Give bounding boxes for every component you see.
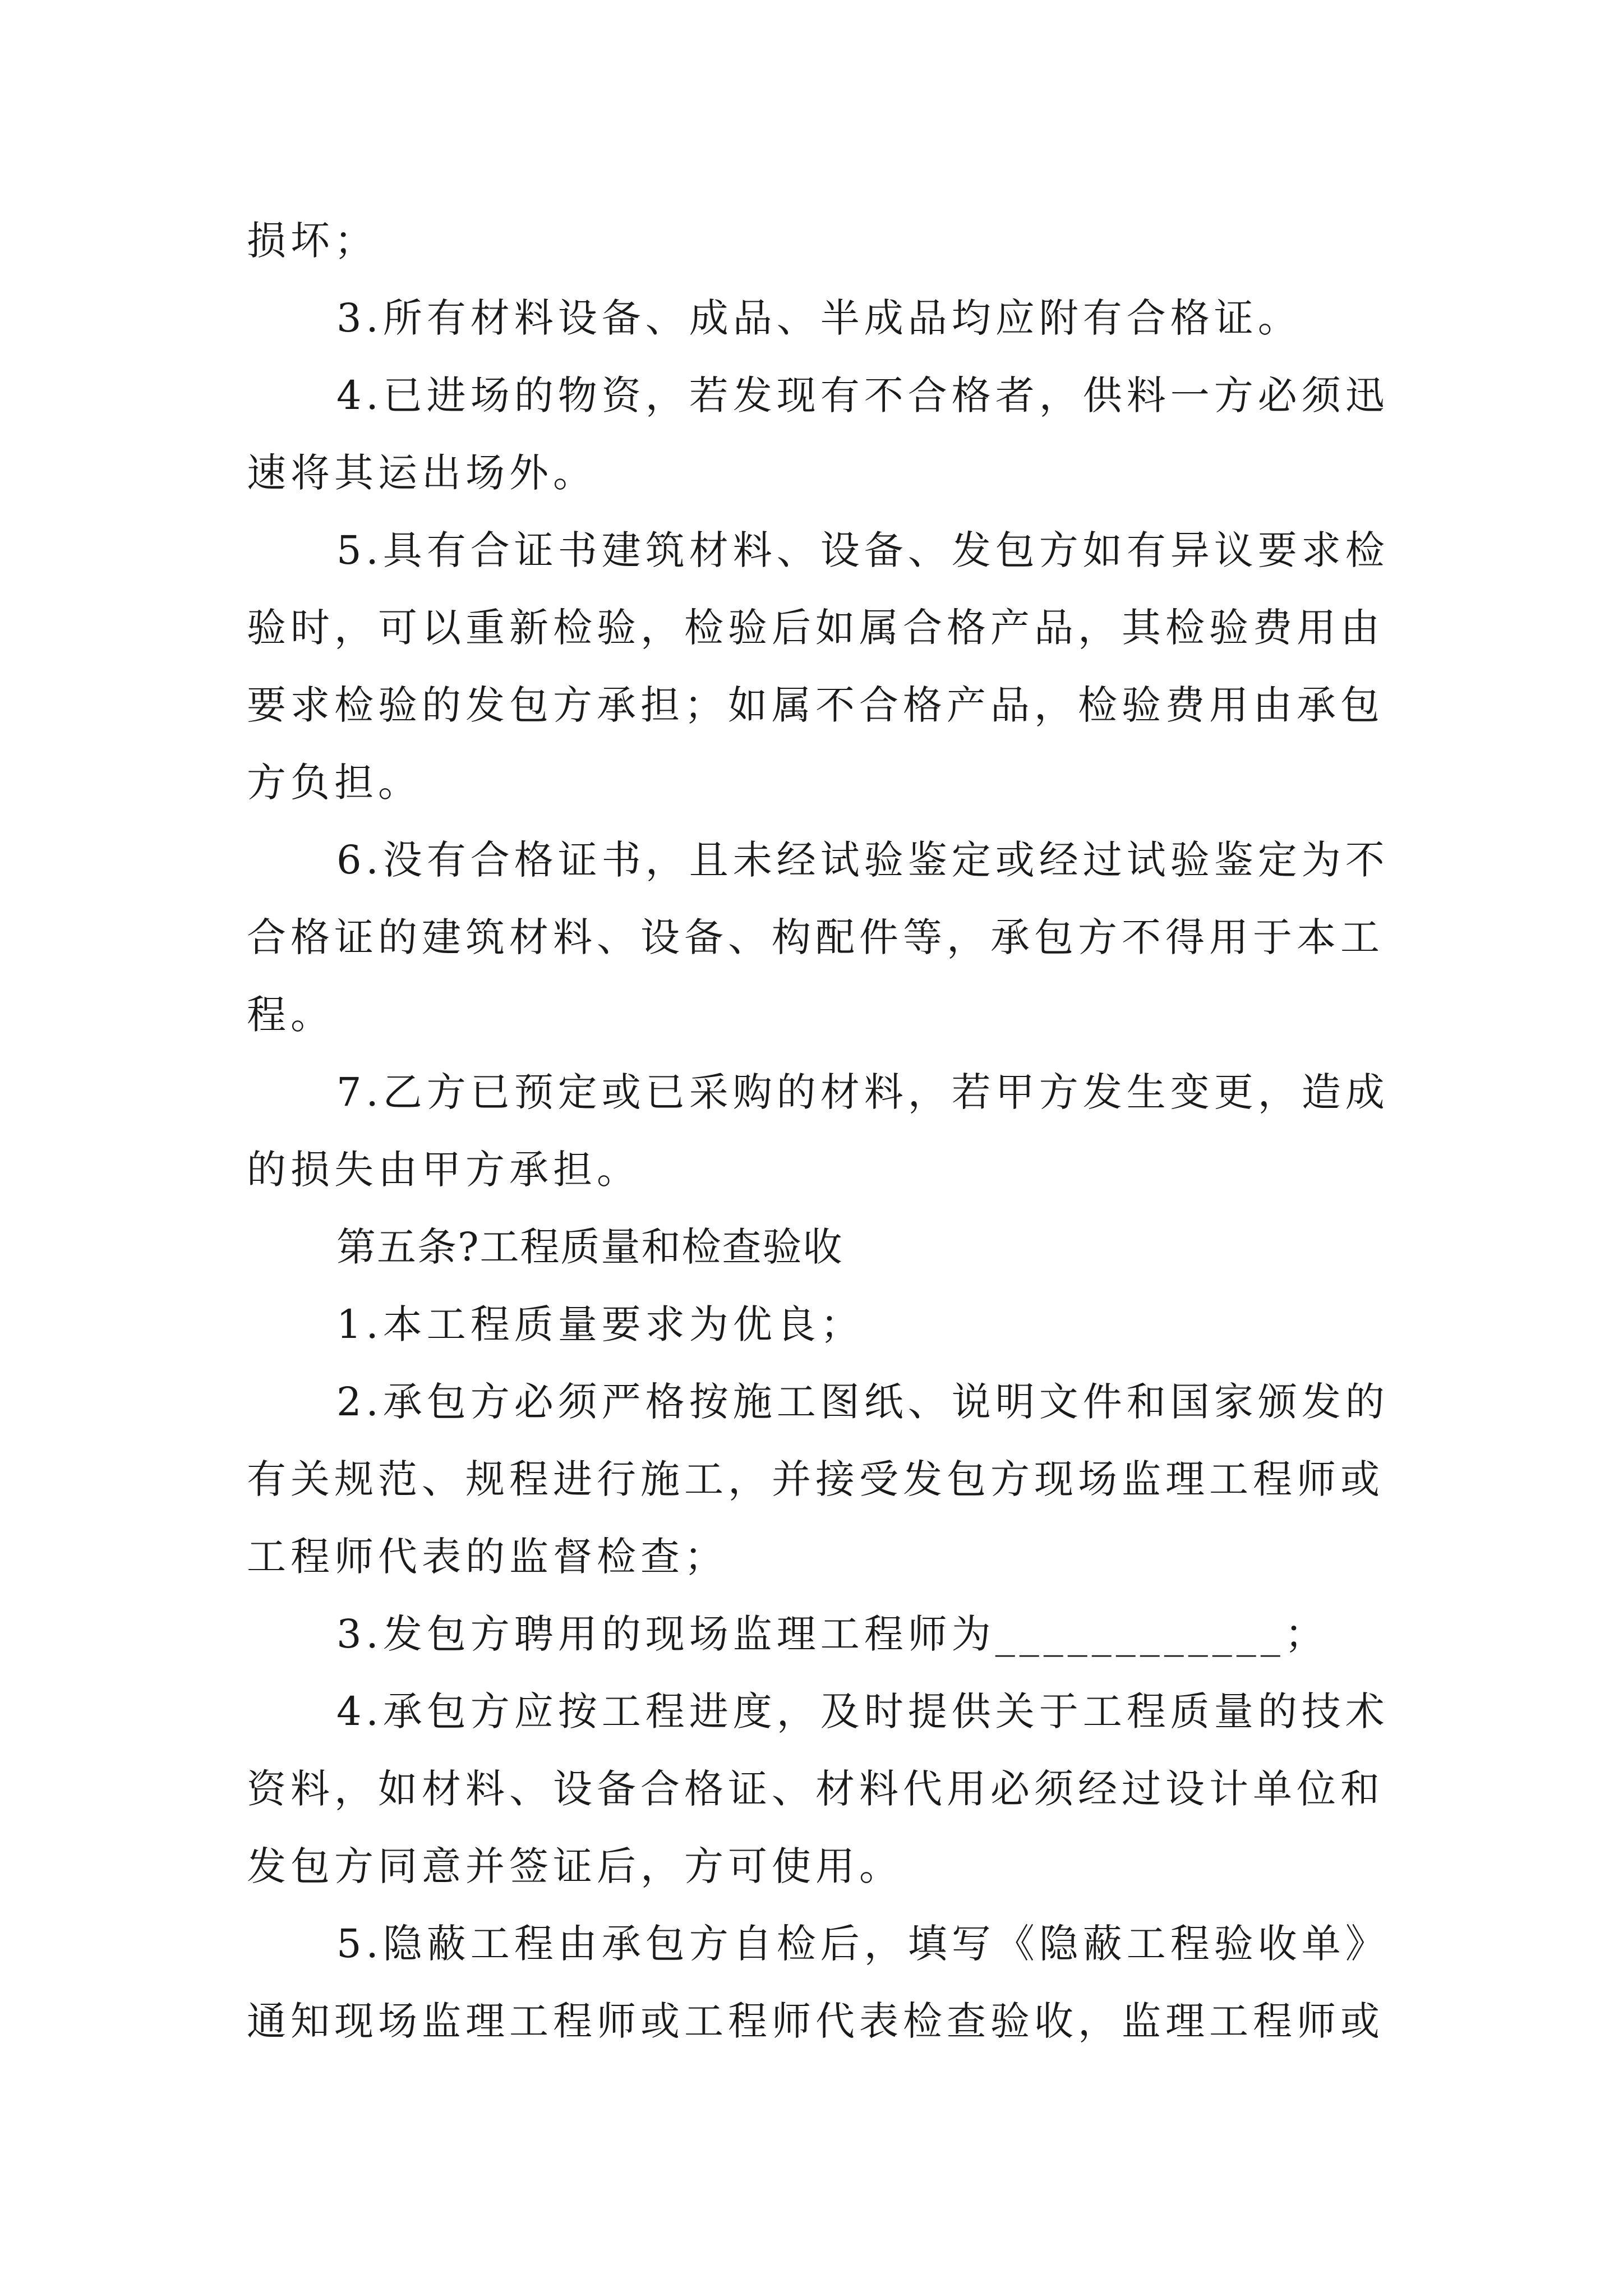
clause-item-4: 4.已进场的物资，若发现有不合格者，供料一方必须迅 bbox=[336, 372, 1389, 418]
body-line: 合格证的建筑材料、设备、构配件等，承包方不得用于本工 bbox=[247, 914, 1384, 960]
clause-item-5: 5.具有合证书建筑材料、设备、发包方如有异议要求检 bbox=[336, 527, 1389, 573]
body-line: 资料，如材料、设备合格证、材料代用必须经过设计单位和 bbox=[247, 1766, 1384, 1812]
clause-item-1: 1.本工程质量要求为优良； bbox=[336, 1301, 864, 1347]
body-line: 发包方同意并签证后，方可使用。 bbox=[247, 1843, 903, 1889]
body-line: 通知现场监理工程师或工程师代表检查验收，监理工程师或 bbox=[247, 1998, 1384, 2044]
body-line: 的损失由甲方承担。 bbox=[247, 1147, 640, 1193]
clause-item-3-blank: 3.发包方聘用的现场监理工程师为____________； bbox=[336, 1611, 1329, 1657]
body-line: 验时，可以重新检验，检验后如属合格产品，其检验费用由 bbox=[247, 605, 1384, 651]
body-line: 工程师代表的监督检查； bbox=[247, 1534, 728, 1580]
clause-item-2: 2.承包方必须严格按施工图纸、说明文件和国家颁发的 bbox=[336, 1379, 1389, 1425]
section-heading: 第五条?工程质量和检查验收 bbox=[336, 1224, 843, 1270]
body-line: 程。 bbox=[247, 992, 334, 1038]
body-line: 要求检验的发包方承担；如属不合格产品，检验费用由承包 bbox=[247, 682, 1384, 728]
clause-item-6: 6.没有合格证书，且未经试验鉴定或经过试验鉴定为不 bbox=[336, 837, 1389, 883]
clause-item-7: 7.乙方已预定或已采购的材料，若甲方发生变更，造成 bbox=[336, 1069, 1389, 1115]
body-line: 方负担。 bbox=[247, 760, 422, 806]
document-body bbox=[247, 202, 1388, 2060]
body-line: 损坏； bbox=[247, 218, 378, 264]
body-line: 速将其运出场外。 bbox=[247, 450, 597, 496]
clause-item-4: 4.承包方应按工程进度，及时提供关于工程质量的技术 bbox=[336, 1688, 1389, 1734]
body-line: 有关规范、规程进行施工，并接受发包方现场监理工程师或 bbox=[247, 1456, 1384, 1502]
clause-item-3: 3.所有材料设备、成品、半成品均应附有合格证。 bbox=[336, 295, 1302, 341]
clause-item-5: 5.隐蔽工程由承包方自检后，填写《隐蔽工程验收单》 bbox=[336, 1921, 1389, 1967]
